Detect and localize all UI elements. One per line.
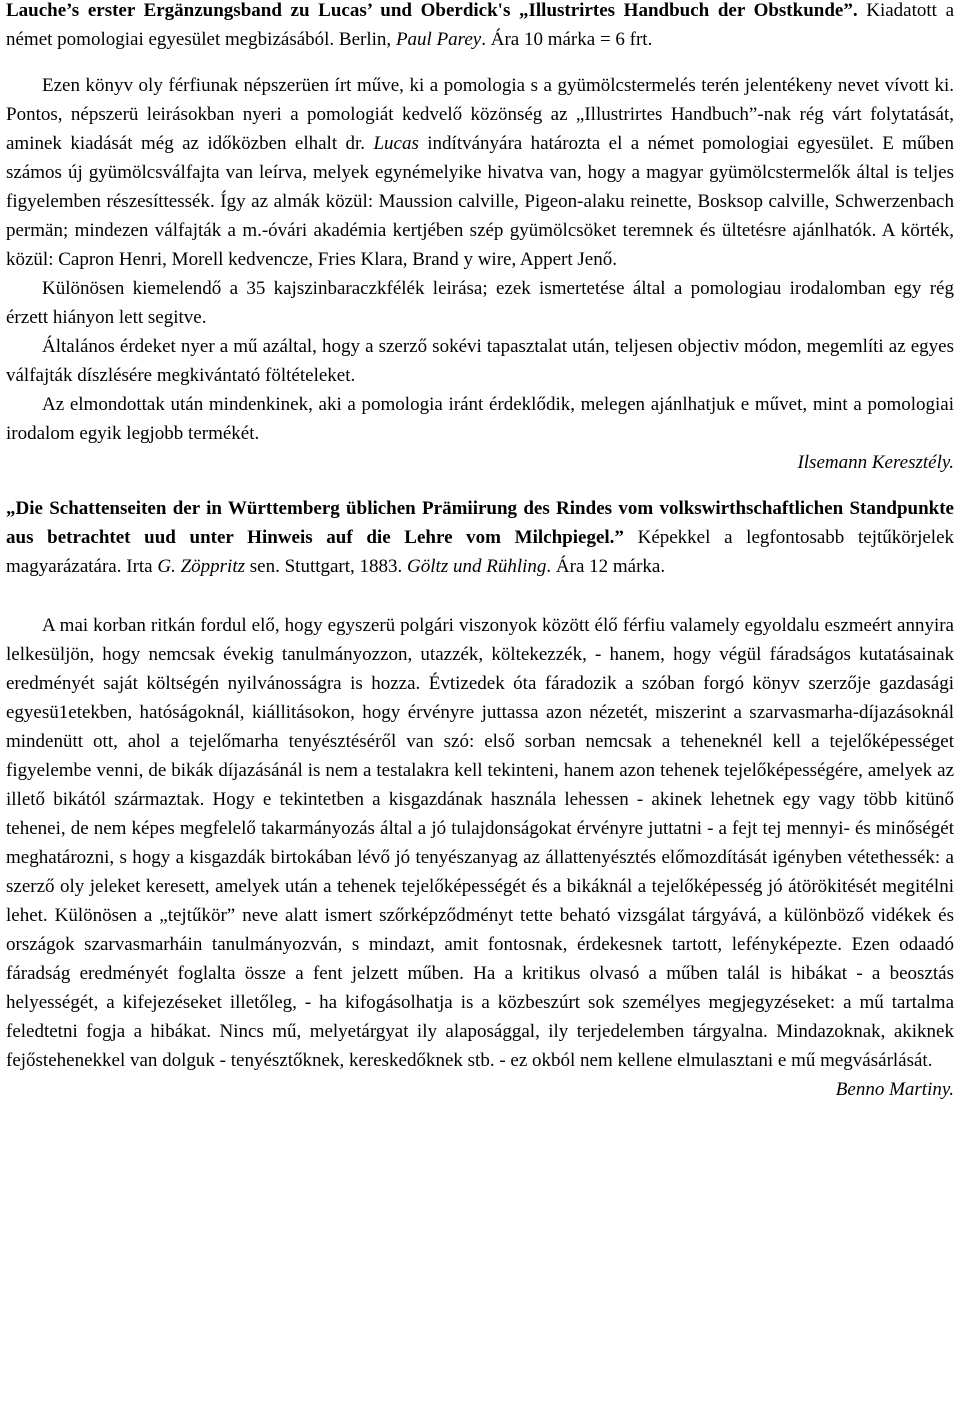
- review1-paragraph-2: Különösen kiemelendő a 35 kajszinbaraczkfélék leirása; ezek ismertetése által a pomologiau irodalomban egy rég érzett hiányon lett segitve.: [6, 278, 954, 328]
- review1-paragraph-4: Az elmondottak után mindenkinek, aki a pomologia iránt érdeklődik, melegen ajánlhatjuk e művet, mint a pomologiai irodalom egyik legjobb termékét.: [6, 394, 954, 444]
- review2-publisher: Göltz und Rühling: [407, 556, 547, 577]
- review1-heading: [6, 0, 954, 54]
- review2-biblio-a: Képekkel a legfontosabb tejtűkörjelek magyarázatára. Irta: [6, 527, 955, 577]
- review1-publisher: Paul Parey: [395, 29, 482, 50]
- review2-body: A mai korban ritkán fordul elő, hogy egyszerü polgári viszonyok között élő férfiu valamely egyoldalu eszmeért annyira lelkesüljön, hogy nemcsak évekig tanulmányozzon, utazzék, költekezzék, - hanem, hogy végül fáradságos kutatásainak eredményét saját költségén nyilvánosságra is hozza. Évtizedek óta fáradozik a szóban forgó könyv szerzője gazdasági egyesü1etekben, hatóságoknál, kiállitásokon, hogy érvényre juttassa azon nézetét, miszerint a szarvasmarha-díjazásoknál mindenütt ott, ahol a tejelőmarha tenyésztéséről van szó: első sorban nemcsak a teheneknél kell a tejelőképességet figyelembe venni, de bikák díjazásánál is nem a testalakra kell tekinteni, hanem azon tehenek tejelőképességére, amelyek az illető bikától származtak. Hogy e tekintetben a kisgazdának használa lehessen - akinek lehetnek egy vagy több kitünő tehenei, de nem képes megfelelő takarmányozás által a jó tulajdonságokat érvényre juttatni - a fejt tej mennyi- és minőségét meghatározni, s hogy a kisgazdák birtokában lévő jó tenyészanyag az állattenyésztés előmozdítását igényben vétethessék: a szerző oly jeleket keresett, amelyek után a tehenek tejelőképességét és a bikáknál a tejelőképesség jó átörökitését megitélni lehet. Különösen a „tejtűkör” neve alatt ismert szőrképződményt tette beható vizsgálat tárgyává, a különböző vidékek és országok szarvasmarháin tanulmányozván, s mindazt, amit fontosnak, érdekesnek tartott, lefényképezte. Ezen odaadó fáradság eredményét foglalta össze a fent jelzett műben. Ha a kritikus olvasó a műben talál is hibákat - a beosztás helyességét, a kifejezéseket illetőleg, - ha kifogásolhatja is a közbeszúrt sok személyes megjegyzéseket: a mű tartalma feledtetni fogja a hibákat. Nincs mű, melyetárgyat ily alaposággal, ily terjedelemben tárgyalna. Mindazoknak, akiknek fejőstehenekkel van dolguk - tenyésztőknek, kereskedőknek stb. - ez okból nem kellene elmulasztani e mű megvásárlását.: [6, 615, 954, 1071]
- review2-biblio-b: sen. Stuttgart, 1883.: [245, 556, 408, 577]
- review2-biblio-c: . Ára 12 márka.: [546, 556, 666, 577]
- review1-biblio-b: . Ára 10 márka = 6 frt.: [481, 29, 653, 50]
- review2-signature: Benno Martiny.: [835, 1079, 954, 1100]
- review1-title: Lauche’s erster Ergänzungsband zu Lucas’ und Oberdick's „Illustrirtes Handbuch der Obstkunde”.: [6, 0, 858, 21]
- review2-title: „Die Schattenseiten der in Württemberg üblichen Prämiirung des Rindes vom volkswirthschaftlichen Standpunkte aus betrachtet uud unter Hinweis auf die Lehre vom Milchpiegel.”: [6, 498, 954, 548]
- review1-paragraph-1: Ezen könyv oly férfiunak népszerüen írt műve, ki a pomologia s a gyümölcstermelés terén jelentékeny nevet vívott ki. Pontos, népszerü leirásokban nyeri a pomologiát kedvelő közönség az „Illustrirtes Handbuch”-nak rég várt folytatását, aminek kiadását még az időközben elhalt dr. Lucas indítványára határozta el a német pomologiai egyesület. E műben számos új gyümölcsválfajta van leírva, melyek egynémelyike hivatva van, hogy a magyar gyümölcstermelők által is teljes figyelemben részesíttessék. Így az almák közül: Maussion calville, Pigeon-alaku reinette, Bosksop calville, Schwerzenbach permän; mindezen válfajták a m.-óvári akadémia kertjében szép gyümölcsöket teremnek és ültetésre ajánlhatók. A körték, közül: Capron Henri, Morell kedvencze, Fries Klara, Brand y wire, Appert Jenő.: [6, 75, 954, 270]
- review2-heading: [6, 494, 954, 581]
- review1-signature: Ilsemann Keresztély.: [797, 452, 954, 473]
- review1-lucas: Lucas: [373, 133, 419, 154]
- review2-author: G. Zöppritz: [157, 556, 246, 577]
- review1-paragraph-3: Általános érdeket nyer a mű azáltal, hogy a szerző sokévi tapasztalat után, teljesen objectiv módon, megemlíti az egyes válfajták díszlésére megkivántató föltételeket.: [6, 336, 954, 386]
- review1-biblio-a: Kiadatott a német pomologiai egyesület megbizásából. Berlin,: [6, 0, 954, 50]
